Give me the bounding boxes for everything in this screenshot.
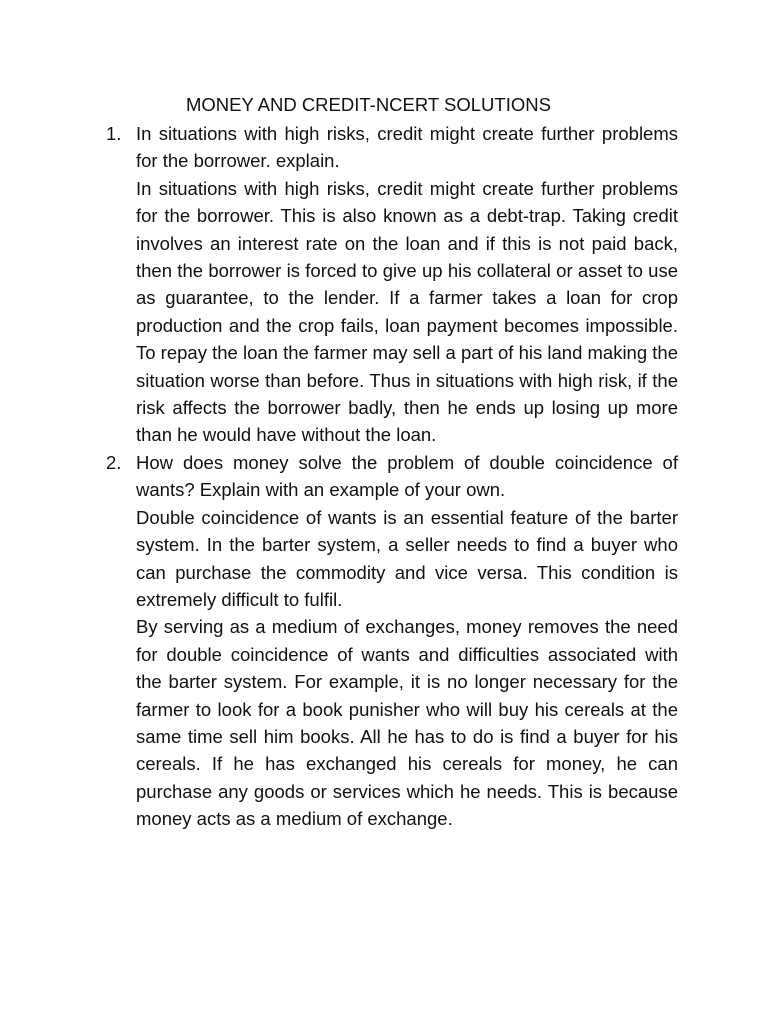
question-number: 1.	[106, 123, 122, 144]
question-item-2	[106, 449, 678, 833]
question-item-1	[106, 120, 678, 449]
answer-paragraph: Double coincidence of wants is an essential feature of the barter system. In the barter system, a seller needs to find a buyer who can purchase the commodity and vice versa. This condition is extremely difficult to fulfil.	[136, 506, 678, 610]
question-text: How does money solve the problem of double coincidence of wants? Explain with an example of your own.	[136, 451, 678, 501]
answer-paragraph: By serving as a medium of exchanges, money removes the need for double coincidence of wants and difficulties associated with the barter system. For example, it is no longer necessary for the farmer to look for a book punisher who will buy his cereals at the same time sell him books. All he has to do is find a buyer for his cereals. If he has exchanged his cereals for money, he can purchase any goods or services which he needs. This is because money acts as a medium of exchange.	[136, 616, 678, 830]
question-text: In situations with high risks, credit might create further problems for the borrower. explain.	[136, 123, 678, 172]
question-list	[106, 120, 678, 833]
document-title: MONEY AND CREDIT-NCERT SOLUTIONS	[186, 94, 551, 115]
question-number: 2.	[106, 451, 122, 473]
answer-paragraph: In situations with high risks, credit might create further problems for the borrower. This is also known as a debt-trap. Taking credit involves an interest rate on the loan and if this is not paid back, then the borrower is forced to give up his collateral or asset to use as guarantee, to the lender. If a farmer takes a loan for crop production and the crop fails, loan payment becomes impossible. To repay the loan the farmer may sell a part of his land making the situation worse than before. Thus in situations with high risk, if the risk affects the borrower badly, then he ends up losing up more than he would have without the loan.	[136, 177, 678, 446]
